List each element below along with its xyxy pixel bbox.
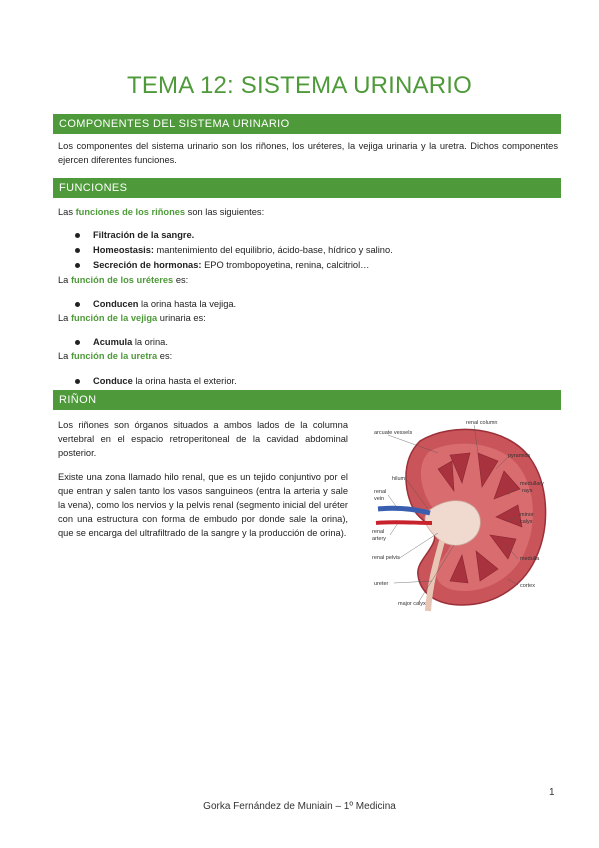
uretra-link: función de la uretra (70, 351, 158, 361)
bullet-icon (75, 263, 80, 268)
label-minor-calyx-1: minor (520, 512, 534, 518)
label-minor-calyx-2: calyx (520, 519, 533, 525)
label-hilum: hilum (392, 476, 406, 482)
bullet-icon (75, 248, 80, 253)
label-pyramids: pyramids (508, 453, 531, 459)
label-renal-artery-2: artery (372, 536, 387, 542)
label-medulla: medulla (520, 556, 540, 562)
bullet-icon (75, 379, 80, 384)
label-renal-vein-1: renal (374, 489, 387, 495)
bullet-icon (75, 233, 80, 238)
kidney-diagram (358, 413, 558, 613)
rinones-link: funciones de los riñones (75, 207, 186, 217)
ureteres-intro: La función de los uréteres es: (58, 275, 189, 285)
section-heading-componentes: COMPONENTES DEL SISTEMA URINARIO (53, 114, 561, 134)
label-medullary-rays-2: rays (522, 488, 533, 494)
label-renal-column: renal column (466, 420, 498, 426)
componentes-paragraph: Los componentes del sistema urinario son los riñones, los uréteres, la vejiga urinaria y la uretra. Dichos componentes ejercen diferentes funciones. (58, 141, 558, 165)
page-title: TEMA 12: SISTEMA URINARIO (126, 72, 473, 99)
rinon-paragraph-2: Existe una zona llamado hilo renal, que es un tejido conjuntivo por el que entran y salen tanto los vasos sanguineos (entra la arteria y sale la vena), como los nervios y la pelvis renal (segmento inicial del uréter con una estructura con forma de embudo por donde sale la orina), que se encarga del ultrafiltrado de la sangre y la producción de orina). (58, 472, 348, 538)
vejiga-intro: La función de la vejiga urinaria es: (58, 313, 206, 323)
section-heading-funciones: FUNCIONES (53, 178, 561, 198)
page-number: 1 (549, 787, 555, 798)
kidney-labels (358, 413, 558, 613)
uretra-intro: La función de la uretra es: (58, 351, 173, 361)
ureteres-link: función de los uréteres (70, 275, 174, 285)
section-heading-rinon: RIÑON (53, 390, 561, 410)
label-renal-artery-1: renal (372, 529, 385, 535)
rinon-paragraph-1: Los riñones son órganos situados a ambos lados de la columna vertebral en el espacio retroperitoneal de la cavidad abdominal posterior. (58, 420, 348, 458)
label-renal-pelvis: renal pelvis (372, 555, 400, 561)
bullet-icon (75, 340, 80, 345)
label-major-calyx: major calyx (398, 601, 426, 607)
vejiga-link: función de la vejiga (70, 313, 158, 323)
label-renal-vein-2: vein (374, 496, 385, 502)
label-medullary-rays-1: medullary (520, 481, 544, 487)
bullet-icon (75, 302, 80, 307)
page-footer: Gorka Fernández de Muniain – 1º Medicina (203, 801, 396, 812)
label-cortex: cortex (520, 583, 535, 589)
rinones-intro: Las funciones de los riñones son las siguientes: (58, 207, 265, 217)
label-arcuate-vessels: arcuate vessels (374, 430, 413, 436)
label-ureter: ureter (374, 581, 389, 587)
